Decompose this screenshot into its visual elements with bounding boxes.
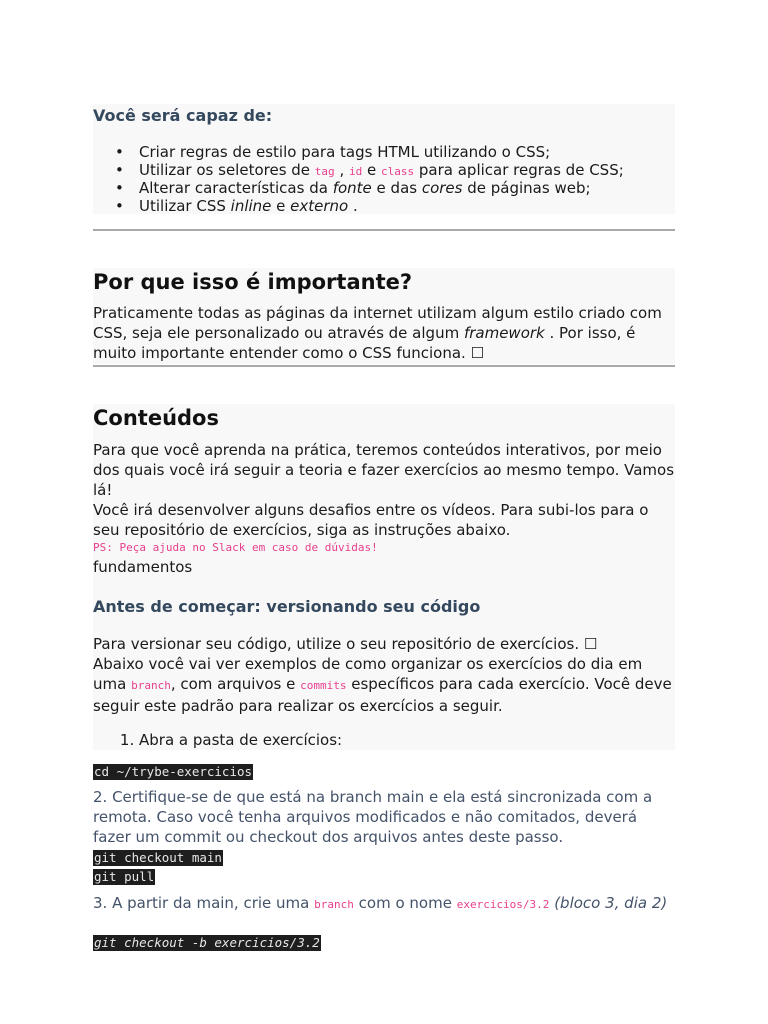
list-item: 1. Abra a pasta de exercícios: (139, 730, 342, 750)
inline-code: branch (314, 898, 354, 911)
steps-list (93, 730, 342, 750)
code-block: git pull (94, 869, 155, 884)
section-divider (93, 229, 675, 231)
objectives-heading: Você será capaz de: (93, 106, 273, 125)
code-block: cd ~/trybe-exercicios (94, 764, 253, 779)
fundamentos-text: fundamentos (93, 558, 193, 576)
list-item: • Alterar características da fonte e das cores de páginas web; (139, 180, 624, 198)
contents-heading: Conteúdos (93, 406, 219, 430)
ps-note: PS: Peça ajuda no Slack em caso de dúvidas! (93, 541, 378, 554)
contents-intro: Para que você aprenda na prática, teremos conteúdos interativos, por meio dos quais você irá seguir a teoria e fazer exercícios ao mesmo tempo. Vamos lá! Você irá desenvolver alguns desafios entre os vídeos. Para subi-los para o seu repositório de exercícios, siga as instruções abaixo. (93, 441, 675, 539)
step-2-text: 2. Certifique-se de que está na branch main e ela está sincronizada com a remota. Caso você tenha arquivos modificados e não comitados, deverá fazer um commit ou checkout dos arquivos antes deste passo. (93, 788, 653, 846)
objectives-section (93, 104, 675, 214)
importance-heading: Por que isso é importante? (93, 270, 413, 294)
importance-section (93, 268, 675, 364)
inline-code: tag (314, 164, 335, 178)
step-3-text: 3. A partir da main, crie uma branch com o nome exercicios/3.2 (bloco 3, dia 2) (93, 894, 668, 912)
list-item: • Utilizar os seletores de tag , id e class para aplicar regras de CSS; (139, 162, 624, 181)
inline-code: id (348, 164, 363, 178)
contents-section (93, 404, 675, 750)
inline-code: exercicios/3.2 (456, 898, 550, 911)
list-item: • Criar regras de estilo para tags HTML utilizando o CSS; (139, 144, 624, 162)
versioning-heading: Antes de começar: versionando seu código (93, 597, 481, 616)
inline-code: commits (300, 679, 347, 692)
inline-code: branch (131, 679, 171, 692)
code-block: git checkout -b exercicios/3.2 (94, 935, 320, 950)
list-item: • Utilizar CSS inline e externo . (139, 198, 624, 216)
section-divider (93, 365, 675, 367)
inline-code: class (381, 164, 415, 178)
versioning-text: Para versionar seu código, utilize o seu repositório de exercícios. ☐ Abaixo você vai ver exemplos de como organizar os exercícios do dia em uma branch, com arquivos e commits específicos para cada exercício. Você deve seguir este padrão para realizar os exercícios a seguir. (93, 635, 672, 715)
objectives-list (93, 144, 624, 215)
importance-text: Praticamente todas as páginas da internet utilizam algum estilo criado com CSS, seja ele personalizado ou através de algum framework . Por isso, é muito importante entender como o CSS funciona. ☐ (93, 304, 662, 362)
code-block: git checkout main (94, 850, 222, 865)
